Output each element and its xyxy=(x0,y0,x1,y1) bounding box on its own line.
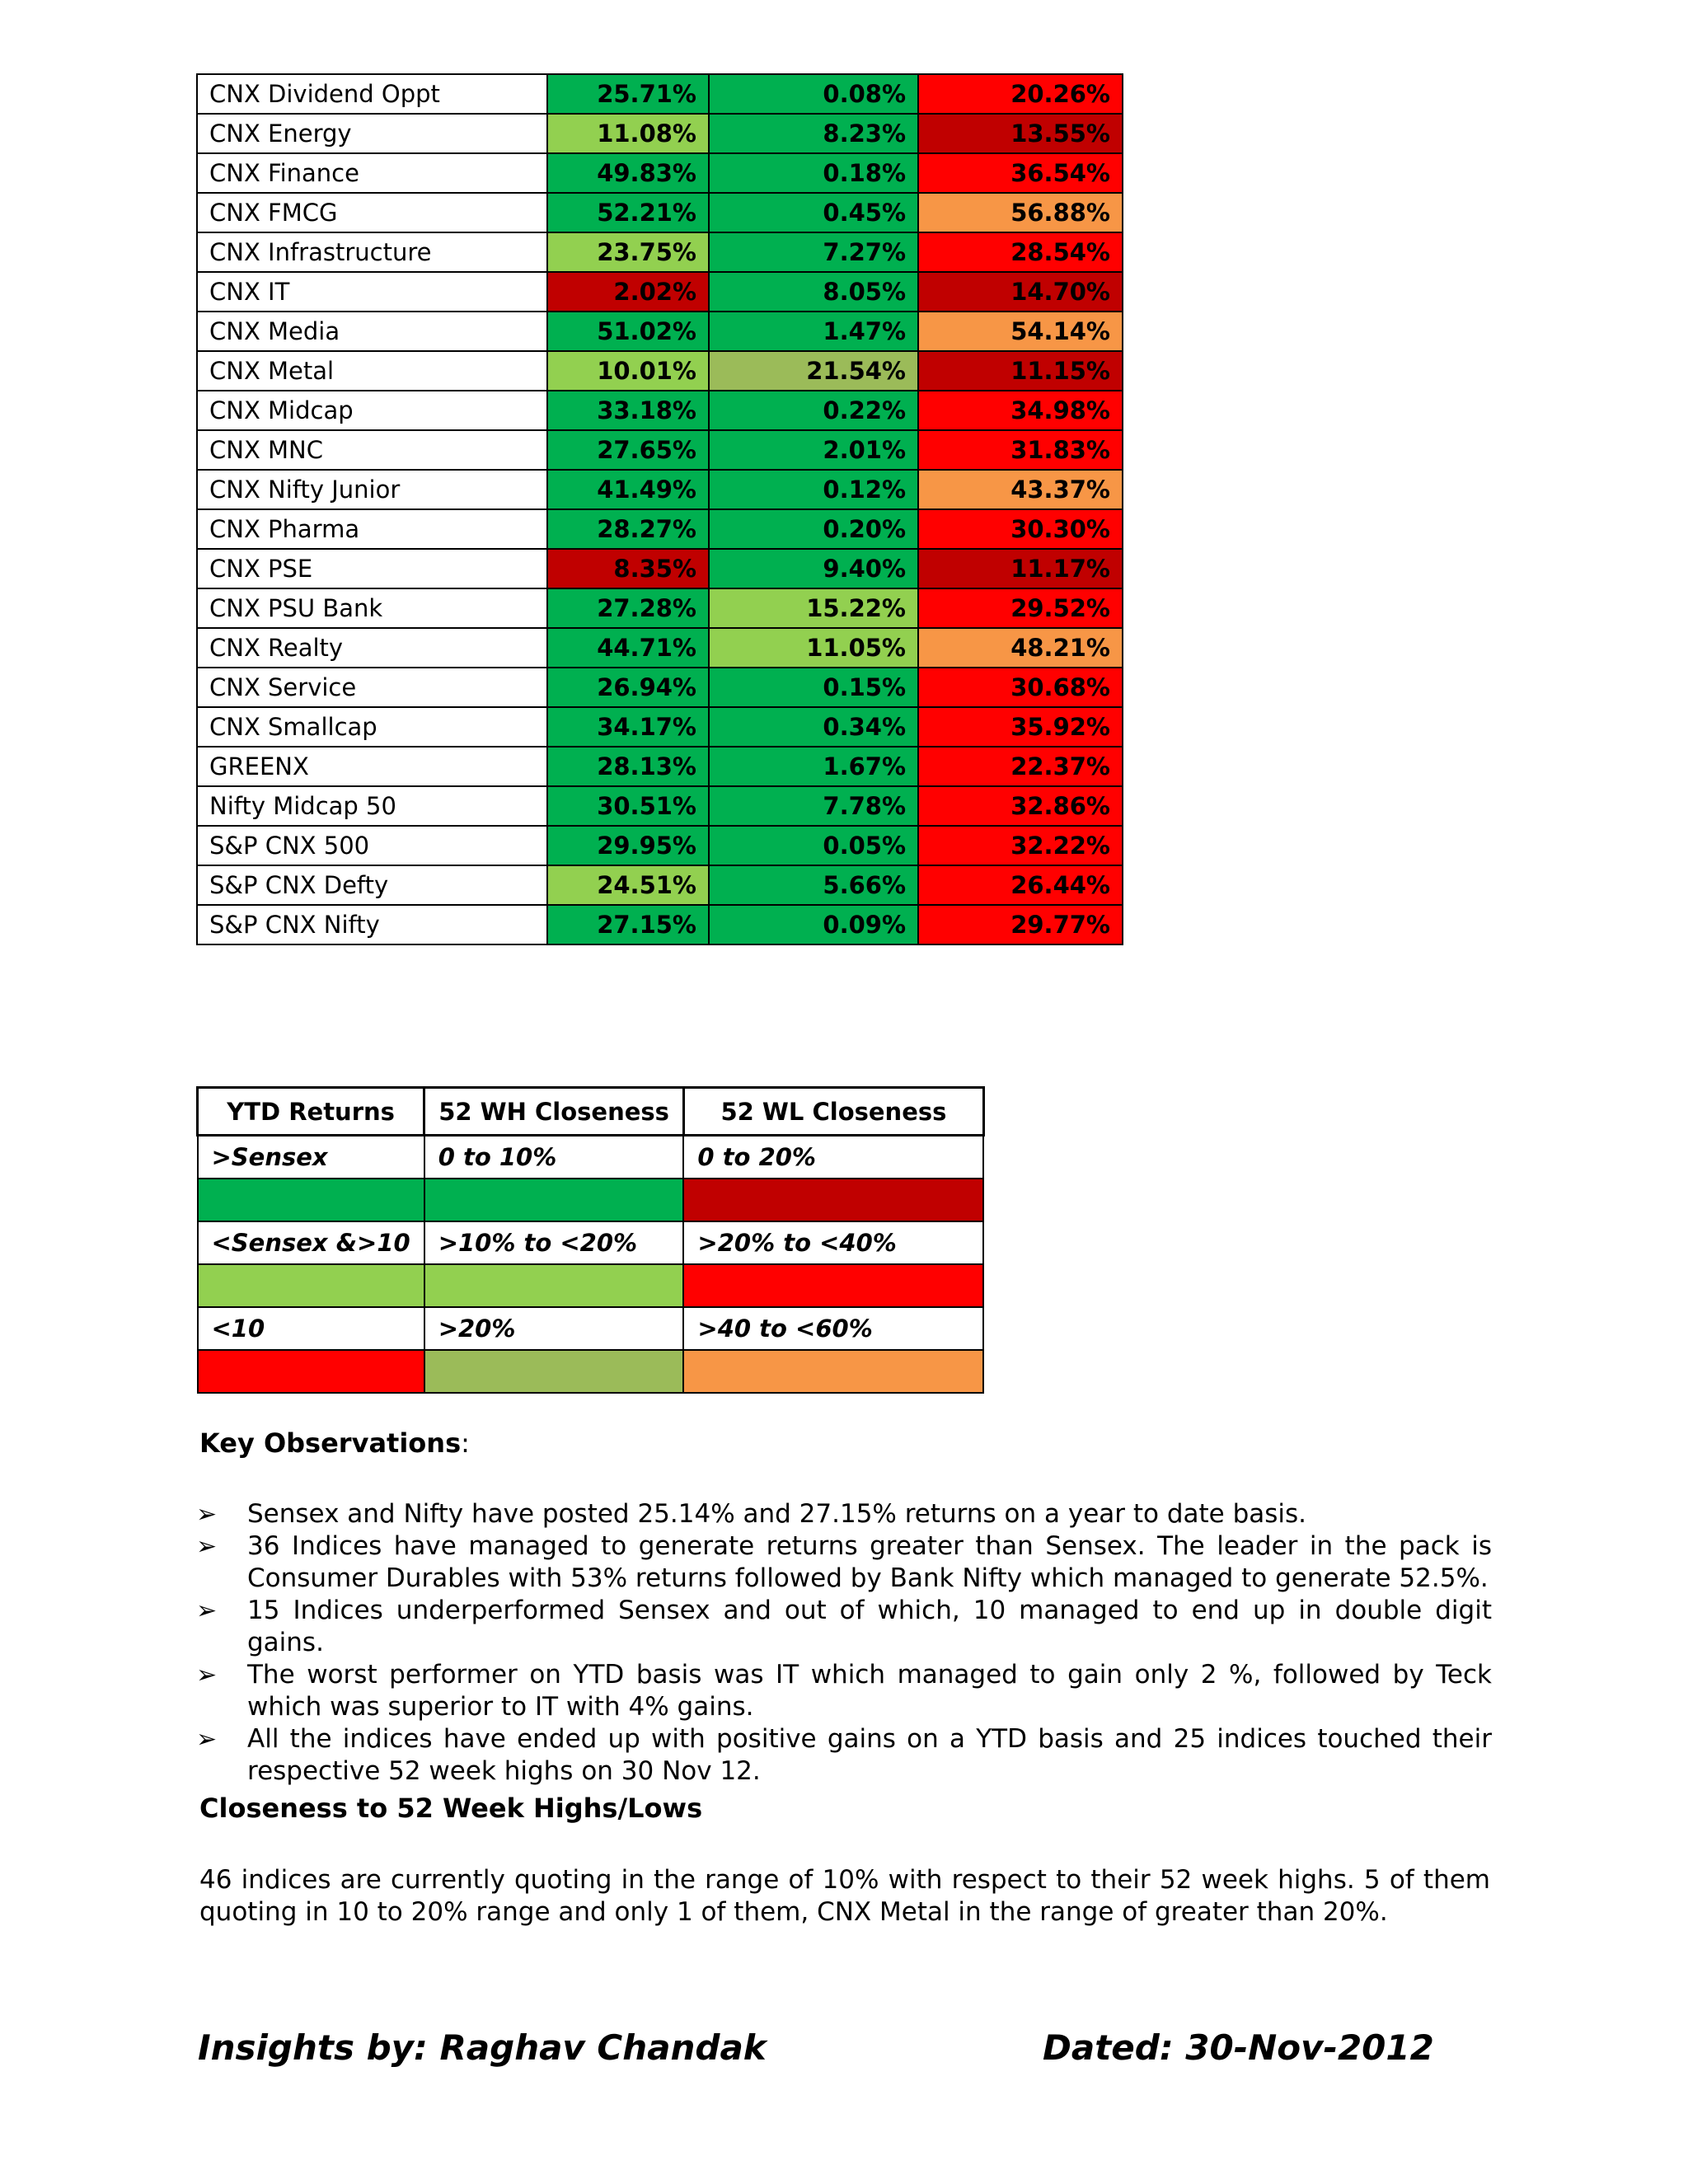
ytd-return-cell: 29.95% xyxy=(547,826,709,865)
wh-closeness-cell: 0.09% xyxy=(709,905,918,944)
ytd-return-cell: 10.01% xyxy=(547,351,709,391)
wl-closeness-cell: 56.88% xyxy=(918,193,1123,232)
legend-swatch-row xyxy=(198,1179,984,1221)
legend-swatch xyxy=(198,1264,424,1307)
wl-closeness-cell: 20.26% xyxy=(918,74,1123,114)
legend-swatch-row xyxy=(198,1350,984,1393)
list-item xyxy=(196,1530,1492,1595)
index-name-cell: CNX Finance xyxy=(197,153,547,193)
ytd-return-cell: 52.21% xyxy=(547,193,709,232)
legend-label: 0 to 10% xyxy=(424,1136,684,1179)
index-name-cell: GREENX xyxy=(197,747,547,786)
wl-closeness-cell: 34.98% xyxy=(918,391,1123,430)
wl-closeness-cell: 14.70% xyxy=(918,272,1123,312)
wl-closeness-cell: 32.22% xyxy=(918,826,1123,865)
legend-header-wl: 52 WL Closeness xyxy=(683,1088,983,1136)
wl-closeness-cell: 22.37% xyxy=(918,747,1123,786)
legend-label: >Sensex xyxy=(198,1136,424,1179)
index-name-cell: CNX MNC xyxy=(197,430,547,470)
table-row xyxy=(197,668,1123,707)
wh-closeness-cell: 8.23% xyxy=(709,114,918,153)
closeness-title: Closeness to 52 Week Highs/Lows xyxy=(199,1793,703,1824)
table-row xyxy=(197,232,1123,272)
table-row xyxy=(197,549,1123,588)
legend-swatch xyxy=(198,1179,424,1221)
legend-table xyxy=(196,1086,985,1394)
wl-closeness-cell: 30.30% xyxy=(918,509,1123,549)
closeness-heading xyxy=(199,1793,702,1824)
wl-closeness-cell: 54.14% xyxy=(918,312,1123,351)
wh-closeness-cell: 7.78% xyxy=(709,786,918,826)
list-item xyxy=(196,1723,1492,1788)
observation-text: 36 Indices have managed to generate returns greater than Sensex. The leader in the pack is Consumer Durables with 53% returns followed by Bank Nifty which managed to generate 52.5%. xyxy=(247,1531,1492,1593)
index-name-cell: CNX IT xyxy=(197,272,547,312)
wh-closeness-cell: 0.45% xyxy=(709,193,918,232)
wh-closeness-cell: 7.27% xyxy=(709,232,918,272)
index-name-cell: CNX Energy xyxy=(197,114,547,153)
observations-heading xyxy=(199,1427,470,1459)
index-name-cell: S&P CNX Defty xyxy=(197,865,547,905)
table-row xyxy=(197,272,1123,312)
observation-text: The worst performer on YTD basis was IT which managed to gain only 2 %, followed by Teck which was superior to IT with 4% gains. xyxy=(247,1660,1492,1722)
table-row xyxy=(197,707,1123,747)
observation-text: All the indices have ended up with positive gains on a YTD basis and 25 indices touched their respective 52 week highs on 30 Nov 12. xyxy=(247,1724,1492,1786)
footer-date: Dated: 30-Nov-2012 xyxy=(1043,2027,1434,2068)
legend-swatch xyxy=(424,1179,684,1221)
index-name-cell: CNX Metal xyxy=(197,351,547,391)
indices-table-body xyxy=(197,74,1123,944)
index-name-cell: CNX Service xyxy=(197,668,547,707)
table-row xyxy=(197,509,1123,549)
table-row xyxy=(197,905,1123,944)
legend-swatch xyxy=(683,1350,983,1393)
observations-list xyxy=(196,1498,1492,1788)
wl-closeness-cell: 11.15% xyxy=(918,351,1123,391)
legend-label-row xyxy=(198,1136,984,1179)
ytd-return-cell: 27.65% xyxy=(547,430,709,470)
bullet-arrow-icon: ➢ xyxy=(196,1500,218,1529)
index-name-cell: CNX PSE xyxy=(197,549,547,588)
closeness-paragraph: 46 indices are currently quoting in the range of 10% with respect to their 52 week highs. 5 of them quoting in 10 to 20% range and only 1 of them, CNX Metal in the range of greater than 20%. xyxy=(199,1865,1490,1927)
wl-closeness-cell: 26.44% xyxy=(918,865,1123,905)
ytd-return-cell: 27.28% xyxy=(547,588,709,628)
wh-closeness-cell: 8.05% xyxy=(709,272,918,312)
observation-text: Sensex and Nifty have posted 25.14% and 27.15% returns on a year to date basis. xyxy=(247,1499,1307,1529)
legend-swatch xyxy=(198,1350,424,1393)
wh-closeness-cell: 0.34% xyxy=(709,707,918,747)
wl-closeness-cell: 29.52% xyxy=(918,588,1123,628)
ytd-return-cell: 24.51% xyxy=(547,865,709,905)
table-row xyxy=(197,865,1123,905)
wl-closeness-cell: 11.17% xyxy=(918,549,1123,588)
wh-closeness-cell: 2.01% xyxy=(709,430,918,470)
bullet-arrow-icon: ➢ xyxy=(196,1725,218,1754)
ytd-return-cell: 23.75% xyxy=(547,232,709,272)
legend-swatch xyxy=(683,1264,983,1307)
index-name-cell: CNX Media xyxy=(197,312,547,351)
index-name-cell: CNX Dividend Oppt xyxy=(197,74,547,114)
wl-closeness-cell: 30.68% xyxy=(918,668,1123,707)
index-name-cell: CNX Infrastructure xyxy=(197,232,547,272)
index-name-cell: CNX Nifty Junior xyxy=(197,470,547,509)
legend-label-row xyxy=(198,1307,984,1350)
ytd-return-cell: 28.13% xyxy=(547,747,709,786)
legend-label: >10% to <20% xyxy=(424,1221,684,1264)
table-row xyxy=(197,747,1123,786)
wl-closeness-cell: 31.83% xyxy=(918,430,1123,470)
table-row xyxy=(197,391,1123,430)
legend-header-ytd: YTD Returns xyxy=(198,1088,424,1136)
wh-closeness-cell: 0.05% xyxy=(709,826,918,865)
index-name-cell: S&P CNX 500 xyxy=(197,826,547,865)
wl-closeness-cell: 43.37% xyxy=(918,470,1123,509)
wh-closeness-cell: 0.22% xyxy=(709,391,918,430)
table-row xyxy=(197,193,1123,232)
legend-label-row xyxy=(198,1221,984,1264)
index-name-cell: Nifty Midcap 50 xyxy=(197,786,547,826)
index-name-cell: CNX Smallcap xyxy=(197,707,547,747)
wh-closeness-cell: 11.05% xyxy=(709,628,918,668)
legend-label: <Sensex &>10 xyxy=(198,1221,424,1264)
wl-closeness-cell: 29.77% xyxy=(918,905,1123,944)
indices-table xyxy=(196,73,1123,945)
ytd-return-cell: 2.02% xyxy=(547,272,709,312)
ytd-return-cell: 28.27% xyxy=(547,509,709,549)
legend-swatch xyxy=(683,1179,983,1221)
wl-closeness-cell: 36.54% xyxy=(918,153,1123,193)
table-row xyxy=(197,470,1123,509)
ytd-return-cell: 11.08% xyxy=(547,114,709,153)
wh-closeness-cell: 0.20% xyxy=(709,509,918,549)
observation-text: 15 Indices underperformed Sensex and out of which, 10 managed to end up in double digit gains. xyxy=(247,1596,1492,1657)
legend-label: >20% xyxy=(424,1307,684,1350)
table-row xyxy=(197,588,1123,628)
index-name-cell: S&P CNX Nifty xyxy=(197,905,547,944)
ytd-return-cell: 26.94% xyxy=(547,668,709,707)
table-row xyxy=(197,786,1123,826)
wh-closeness-cell: 15.22% xyxy=(709,588,918,628)
wl-closeness-cell: 13.55% xyxy=(918,114,1123,153)
index-name-cell: CNX Realty xyxy=(197,628,547,668)
legend-label: >40 to <60% xyxy=(683,1307,983,1350)
list-item xyxy=(196,1595,1492,1659)
legend-header-row xyxy=(198,1088,984,1136)
ytd-return-cell: 27.15% xyxy=(547,905,709,944)
wl-closeness-cell: 48.21% xyxy=(918,628,1123,668)
observations-colon: : xyxy=(461,1427,470,1459)
wh-closeness-cell: 0.15% xyxy=(709,668,918,707)
list-item xyxy=(196,1659,1492,1723)
wh-closeness-cell: 5.66% xyxy=(709,865,918,905)
legend-swatch xyxy=(424,1350,684,1393)
ytd-return-cell: 30.51% xyxy=(547,786,709,826)
table-row xyxy=(197,351,1123,391)
index-name-cell: CNX Pharma xyxy=(197,509,547,549)
legend-label: >20% to <40% xyxy=(683,1221,983,1264)
observations-title: Key Observations xyxy=(199,1427,462,1459)
wh-closeness-cell: 21.54% xyxy=(709,351,918,391)
table-row xyxy=(197,826,1123,865)
wh-closeness-cell: 0.12% xyxy=(709,470,918,509)
ytd-return-cell: 49.83% xyxy=(547,153,709,193)
wh-closeness-cell: 1.67% xyxy=(709,747,918,786)
footer-author: Insights by: Raghav Chandak xyxy=(198,2027,767,2068)
legend-label: 0 to 20% xyxy=(683,1136,983,1179)
wl-closeness-cell: 32.86% xyxy=(918,786,1123,826)
wh-closeness-cell: 0.08% xyxy=(709,74,918,114)
table-row xyxy=(197,114,1123,153)
ytd-return-cell: 51.02% xyxy=(547,312,709,351)
list-item xyxy=(196,1498,1492,1530)
ytd-return-cell: 8.35% xyxy=(547,549,709,588)
table-row xyxy=(197,628,1123,668)
wl-closeness-cell: 28.54% xyxy=(918,232,1123,272)
bullet-arrow-icon: ➢ xyxy=(196,1661,218,1690)
ytd-return-cell: 33.18% xyxy=(547,391,709,430)
table-row xyxy=(197,153,1123,193)
bullet-arrow-icon: ➢ xyxy=(196,1596,218,1625)
index-name-cell: CNX PSU Bank xyxy=(197,588,547,628)
ytd-return-cell: 25.71% xyxy=(547,74,709,114)
table-row xyxy=(197,312,1123,351)
wh-closeness-cell: 0.18% xyxy=(709,153,918,193)
legend-header-wh: 52 WH Closeness xyxy=(424,1088,684,1136)
index-name-cell: CNX Midcap xyxy=(197,391,547,430)
wh-closeness-cell: 9.40% xyxy=(709,549,918,588)
wl-closeness-cell: 35.92% xyxy=(918,707,1123,747)
ytd-return-cell: 44.71% xyxy=(547,628,709,668)
wh-closeness-cell: 1.47% xyxy=(709,312,918,351)
legend-swatch-row xyxy=(198,1264,984,1307)
table-row xyxy=(197,430,1123,470)
ytd-return-cell: 41.49% xyxy=(547,470,709,509)
legend-label: <10 xyxy=(198,1307,424,1350)
index-name-cell: CNX FMCG xyxy=(197,193,547,232)
legend-swatch xyxy=(424,1264,684,1307)
bullet-arrow-icon: ➢ xyxy=(196,1532,218,1561)
table-row xyxy=(197,74,1123,114)
ytd-return-cell: 34.17% xyxy=(547,707,709,747)
